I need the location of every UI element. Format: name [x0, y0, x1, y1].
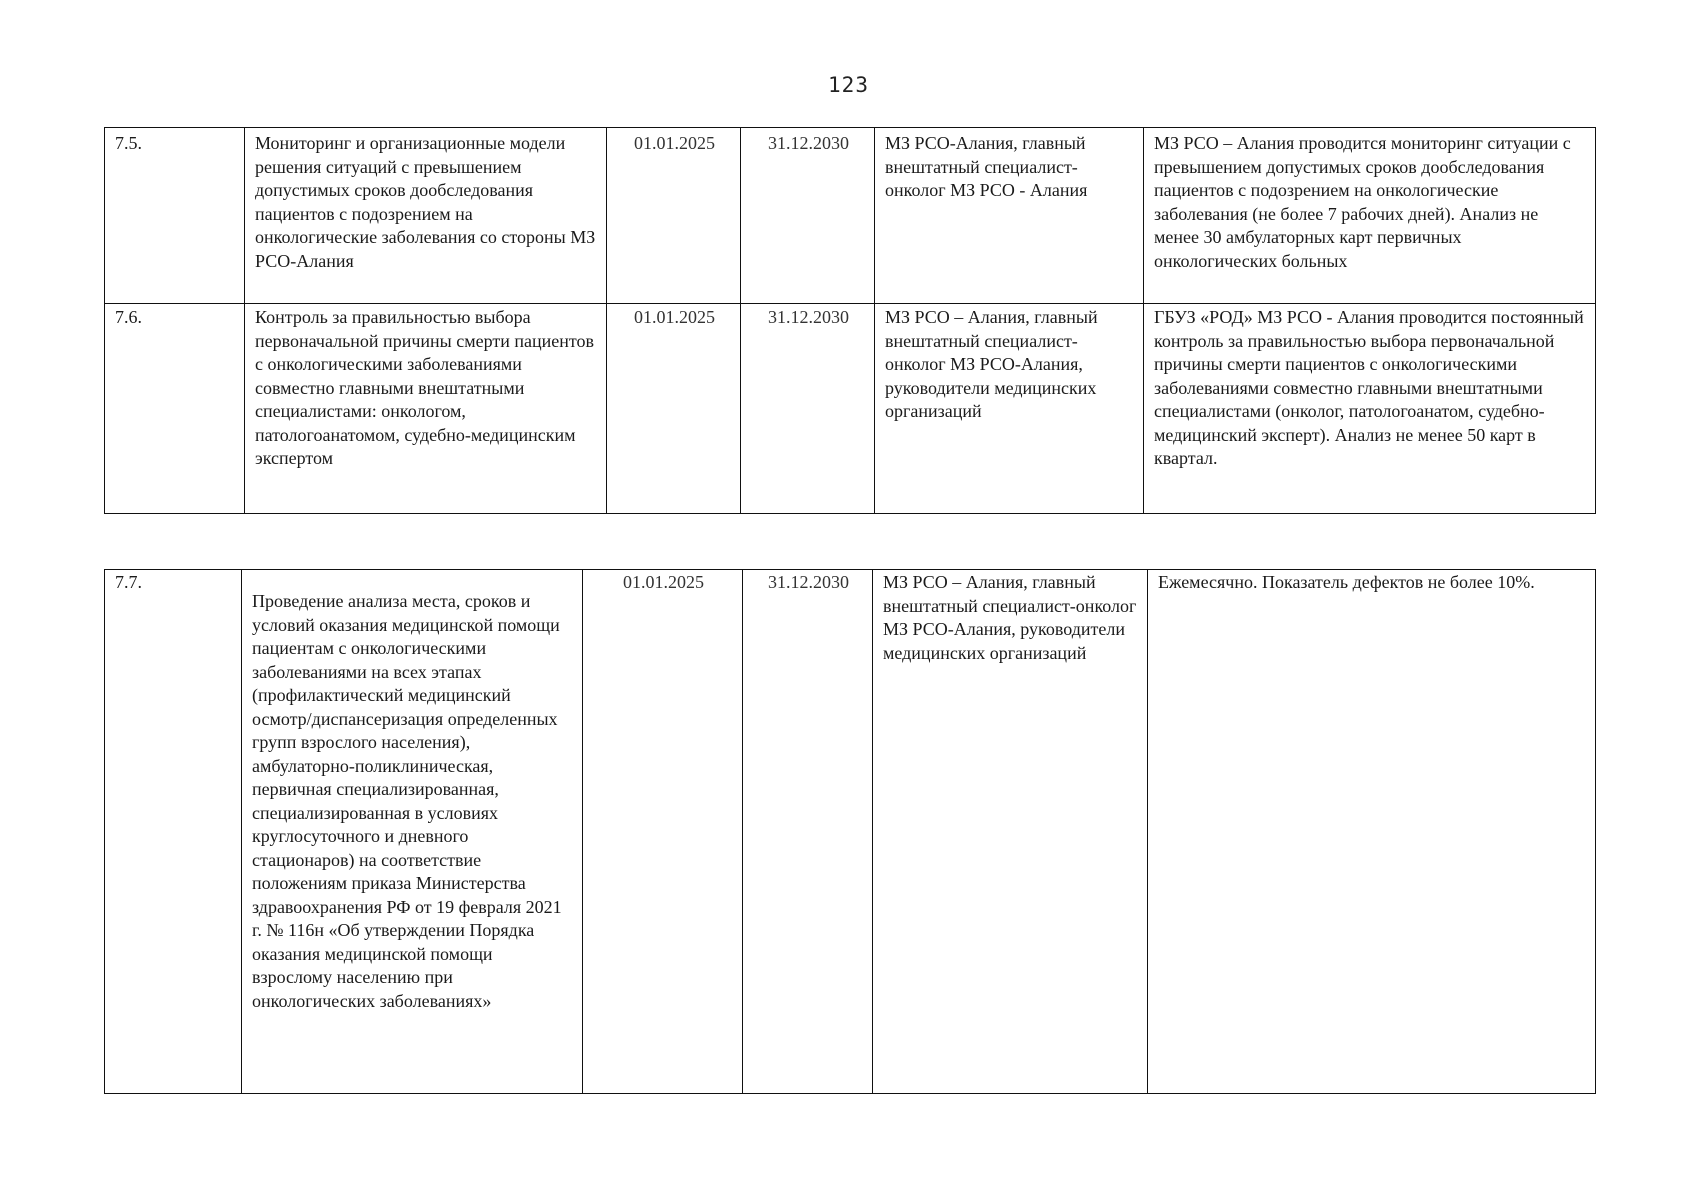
responsible: МЗ РСО-Алания, главный внештатный специалист-онколог МЗ РСО - Алания: [875, 128, 1144, 304]
start-date: 01.01.2025: [607, 128, 741, 304]
table-row: [105, 304, 1596, 514]
event-text: Проведение анализа места, сроков и условий оказания медицинской помощи пациентам с онкологическими заболеваниями на всех этапах (профилактический медицинский осмотр/диспансеризация определенных групп взрослого населения), амбулаторно-поликлиническая, первичная специализированная, специализированная в условиях круглосуточного и дневного стационаров) на соответствие положениям приказа Министерства здравоохранения РФ от 19 февраля 2021 г. № 116н «Об утверждении Порядка оказания медицинской помощи взрослому населению при онкологических заболеваниях»: [252, 591, 562, 1011]
measures-table-top: [104, 127, 1596, 514]
page-number: 123: [828, 73, 869, 97]
table-row: [105, 128, 1596, 304]
event-description: Контроль за правильностью выбора первоначальной причины смерти пациентов с онкологическими заболеваниями совместно главными внештатными специалистами: онкологом, патологоанатомом, судебно-медицинским экспертом: [245, 304, 607, 514]
row-number: 7.7.: [105, 570, 242, 1094]
end-date: 31.12.2030: [741, 128, 875, 304]
measures-table-bottom: [104, 569, 1596, 1094]
end-date: 31.12.2030: [743, 570, 873, 1094]
expected-result: МЗ РСО – Алания проводится мониторинг ситуации с превышением допустимых сроков дообследования пациентов с подозрением на онкологические заболевания (не более 7 рабочих дней). Анализ не менее 30 амбулаторных карт первичных онкологических больных: [1144, 128, 1596, 304]
event-description: Мониторинг и организационные модели решения ситуаций с превышением допустимых сроков дообследования пациентов с подозрением на онкологические заболевания со стороны МЗ РСО-Алания: [245, 128, 607, 304]
start-date: 01.01.2025: [583, 570, 743, 1094]
end-date: 31.12.2030: [741, 304, 875, 514]
row-number: 7.6.: [105, 304, 245, 514]
expected-result: Ежемесячно. Показатель дефектов не более 10%.: [1148, 570, 1596, 1094]
responsible: МЗ РСО – Алания, главный внештатный специалист-онколог МЗ РСО-Алания, руководители медицинских организаций: [875, 304, 1144, 514]
table-row: [105, 570, 1596, 1094]
start-date: 01.01.2025: [607, 304, 741, 514]
expected-result: ГБУЗ «РОД» МЗ РСО - Алания проводится постоянный контроль за правильностью выбора первоначальной причины смерти пациентов с онкологическими заболеваниями совместно главными внештатными специалистами (онколог, патологоанатом, судебно-медицинский эксперт). Анализ не менее 50 карт в квартал.: [1144, 304, 1596, 514]
event-description: [242, 570, 583, 1094]
row-number: 7.5.: [105, 128, 245, 304]
responsible: МЗ РСО – Алания, главный внештатный специалист-онколог МЗ РСО-Алания, руководители медицинских организаций: [873, 570, 1148, 1094]
